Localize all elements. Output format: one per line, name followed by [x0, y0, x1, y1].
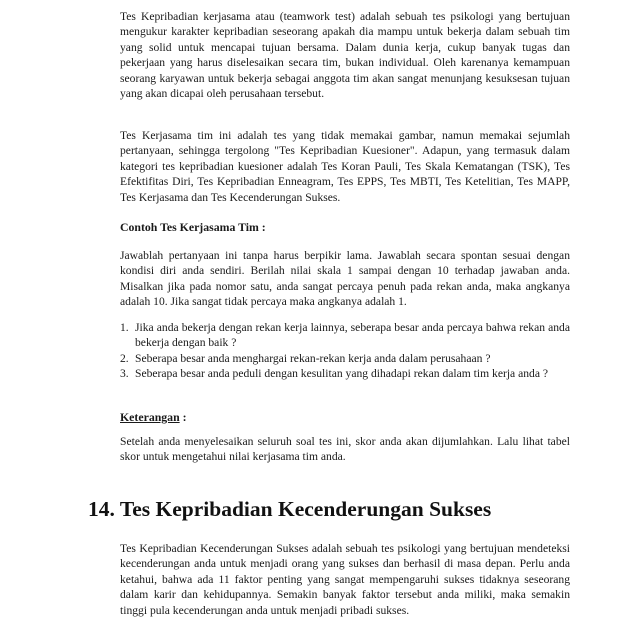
question-text: Seberapa besar anda menghargai rekan-rekan kerja anda dalam perusahaan ?: [135, 351, 491, 365]
keterangan-colon: :: [179, 410, 187, 424]
intro-paragraph: Tes Kepribadian kerjasama atau (teamwork test) adalah sebuah tes psikologi yang bertujuan mengukur karakter kepribadian seseorang apakah dia mampu untuk bekerja dalam sebuah tim yang solid untuk mencapai tujuan bersama. Dalam dunia kerja, cukup banyak tugas dan pekerjaan yang harus diselesaikan secara tim, bukan individual. Oleh karenanya kemampuan seorang karyawan untuk bekerja sebagai anggota tim akan sangat menunjang kesuksesan tujuan yang akan dicapai oleh perusahaan tersebut.: [120, 10, 570, 101]
keterangan-heading: [120, 410, 187, 425]
question-text: Seberapa besar anda peduli dengan kesulitan yang dihadapi rekan dalam tim kerja anda ?: [135, 367, 549, 381]
questionnaire-paragraph: Tes Kerjasama tim ini adalah tes yang tidak memakai gambar, namun memakai sejumlah pertanyaan, sehingga tergolong "Tes Kepribadian Kuesioner". Adapun, yang termasuk dalam kategori tes kepribadian kuesioner adalah Tes Koran Pauli, Tes Skala Kematangan (TSK), Tes Efektifitas Diri, Tes Kepribadian Enneagram, Tes EPPS, Tes MBTI, Tes Ketelitian, Tes MAPP, Tes Kerjasama dan Tes Kecenderungan Sukses.: [120, 129, 570, 204]
list-item: [120, 320, 570, 351]
success-paragraph: Tes Kepribadian Kecenderungan Sukses adalah sebuah tes psikologi yang bertujuan mendeteksi kecenderungan anda untuk menjadi orang yang sukses dan berhasil di masa depan. Perlu anda ketahui, bahwa ada 11 faktor penting yang sangat mempengaruhi sukses tidaknya seseorang dalam karir dan kehidupannya. Semakin banyak faktor tersebut anda miliki, maka semakin tinggi pula kecenderungan anda untuk menjadi pribadi sukses.: [120, 542, 570, 617]
question-list: [120, 320, 570, 382]
list-number: 2.: [120, 351, 129, 365]
example-heading: Contoh Tes Kerjasama Tim :: [120, 220, 266, 234]
list-item: [120, 366, 570, 381]
scoring-paragraph: Setelah anda menyelesaikan seluruh soal tes ini, skor anda akan dijumlahkan. Lalu lihat tabel skor untuk mengetahui nilai kerjasama tim anda.: [120, 435, 570, 464]
list-number: 3.: [120, 367, 129, 381]
question-text: Jika anda bekerja dengan rekan kerja lainnya, seberapa besar anda percaya bahwa rekan anda bekerja dengan baik ?: [135, 321, 570, 350]
list-item: [120, 351, 570, 366]
section-heading: 14. Tes Kepribadian Kecenderungan Sukses: [88, 497, 492, 521]
keterangan-label: Keterangan: [120, 410, 180, 424]
instructions-paragraph: Jawablah pertanyaan ini tanpa harus berpikir lama. Jawablah secara spontan sesuai dengan kondisi diri anda sendiri. Berilah nilai skala 1 sampai dengan 10 terhadap jawaban anda. Misalkan jika pada nomor satu, anda sangat percaya penuh pada rekan anda, maka angkanya adalah 10. Jika sangat tidak percaya maka angkanya adalah 1.: [120, 249, 570, 309]
list-number: 1.: [120, 321, 129, 334]
